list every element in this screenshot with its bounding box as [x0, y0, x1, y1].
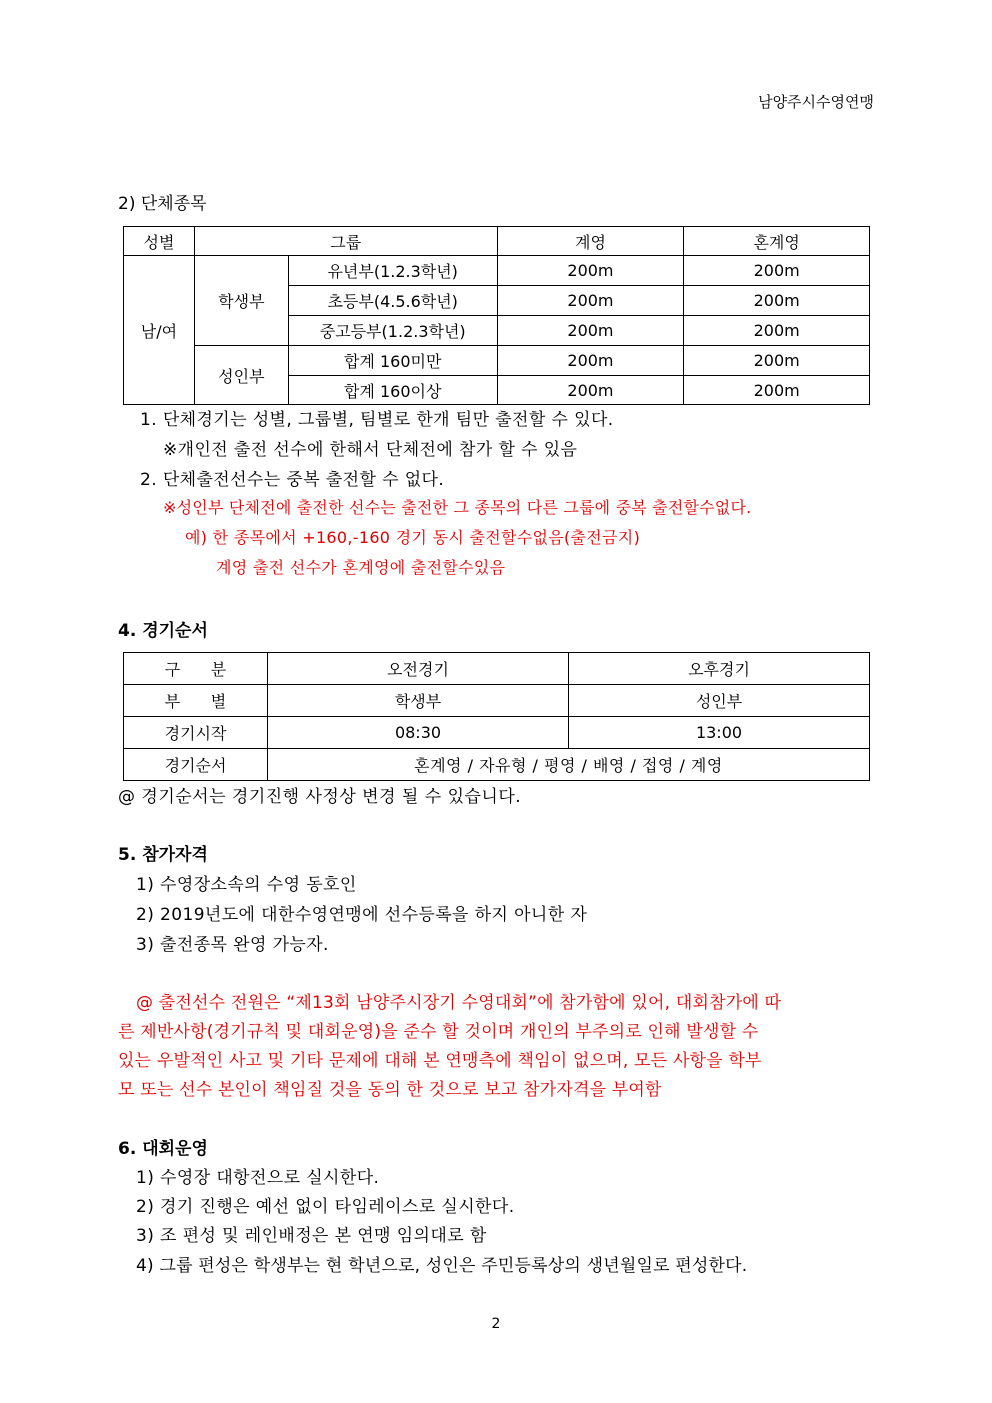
pm-division: 성인부 — [569, 685, 870, 717]
table-row — [124, 346, 870, 376]
team-red-note-1: ※성인부 단체전에 출전한 선수는 출전한 그 종목의 다른 그룹에 중복 출전할수없다. — [163, 498, 752, 517]
section5-title: 5. 참가자격 — [118, 845, 208, 865]
group-student-cell: 학생부 — [194, 256, 288, 346]
section6-title: 6. 대회운영 — [118, 1139, 208, 1159]
schedule-table — [123, 652, 870, 781]
team-note-3: 2. 단체출전선수는 중복 출전할 수 없다. — [140, 470, 445, 490]
medley-cell: 200m — [684, 346, 870, 376]
header-gender: 성별 — [124, 227, 195, 256]
medley-cell: 200m — [684, 256, 870, 286]
pm-start: 13:00 — [569, 717, 870, 749]
table-row — [124, 653, 870, 685]
medley-cell: 200m — [684, 376, 870, 405]
relay-cell: 200m — [497, 346, 684, 376]
col-label: 경기순서 — [124, 749, 268, 781]
section4-title: 4. 경기순서 — [118, 621, 208, 641]
relay-cell: 200m — [497, 286, 684, 316]
relay-cell: 200m — [497, 256, 684, 286]
table-row — [124, 717, 870, 749]
header-relay: 계영 — [497, 227, 684, 256]
notice-line: 모 또는 선수 본인이 책임질 것을 동의 한 것으로 보고 참가자격을 부여함 — [118, 1080, 662, 1100]
operation-item: 4) 그룹 편성은 학생부는 현 학년으로, 성인은 주민등록상의 생년월일로 편성한다. — [136, 1256, 748, 1276]
col-label: 부 별 — [124, 685, 268, 717]
team-events-table — [123, 226, 870, 405]
gender-cell: 남/여 — [124, 256, 195, 405]
operation-item: 3) 조 편성 및 레인배정은 본 연맹 임의대로 함 — [136, 1226, 487, 1246]
operation-item: 2) 경기 진행은 예선 없이 타임레이스로 실시한다. — [136, 1197, 515, 1217]
am-header: 오전경기 — [268, 653, 569, 685]
table-row — [124, 685, 870, 717]
subgroup-cell: 합계 160이상 — [288, 376, 497, 405]
table-header-row — [124, 227, 870, 256]
col-label: 경기시작 — [124, 717, 268, 749]
header-group: 그룹 — [194, 227, 497, 256]
am-division: 학생부 — [268, 685, 569, 717]
event-order: 혼계영 / 자유형 / 평영 / 배영 / 접영 / 계영 — [268, 749, 870, 781]
am-start: 08:30 — [268, 717, 569, 749]
qualification-item: 1) 수영장소속의 수영 동호인 — [136, 875, 357, 895]
col-label: 구 분 — [124, 653, 268, 685]
team-note-2: ※개인전 출전 선수에 한해서 단체전에 참가 할 수 있음 — [163, 440, 578, 460]
team-note-1: 1. 단체경기는 성별, 그룹별, 팀별로 한개 팀만 출전할 수 있다. — [140, 410, 614, 430]
table-row — [124, 256, 870, 286]
relay-cell: 200m — [497, 316, 684, 346]
subgroup-cell: 초등부(4.5.6학년) — [288, 286, 497, 316]
header-medley: 혼계영 — [684, 227, 870, 256]
group-adult-cell: 성인부 — [194, 346, 288, 405]
team-red-note-3: 계영 출전 선수가 혼계영에 출전할수있음 — [216, 558, 506, 577]
qualification-item: 2) 2019년도에 대한수영연맹에 선수등록을 하지 아니한 자 — [136, 905, 588, 925]
schedule-note: @ 경기순서는 경기진행 사정상 변경 될 수 있습니다. — [118, 787, 522, 807]
notice-line: 른 제반사항(경기규칙 및 대회운영)을 준수 할 것이며 개인의 부주의로 인해 발생할 수 — [118, 1022, 759, 1042]
notice-line: @ 출전선수 전원은 “제13회 남양주시장기 수영대회”에 참가함에 있어, 대회참가에 따 — [136, 993, 782, 1013]
subgroup-cell: 유년부(1.2.3학년) — [288, 256, 497, 286]
subgroup-cell: 합계 160미만 — [288, 346, 497, 376]
pm-header: 오후경기 — [569, 653, 870, 685]
notice-line: 있는 우발적인 사고 및 기타 문제에 대해 본 연맹측에 책임이 없으며, 모든 사항을 학부 — [118, 1051, 762, 1071]
page-number: 2 — [491, 1316, 501, 1332]
team-red-note-2: 예) 한 종목에서 +160,-160 경기 동시 출전할수없음(출전금지) — [185, 528, 641, 547]
medley-cell: 200m — [684, 316, 870, 346]
table-row — [124, 749, 870, 781]
header-org: 남양주시수영연맹 — [758, 93, 874, 111]
team-section-title: 2) 단체종목 — [118, 194, 207, 214]
operation-item: 1) 수영장 대항전으로 실시한다. — [136, 1168, 380, 1188]
relay-cell: 200m — [497, 376, 684, 405]
subgroup-cell: 중고등부(1.2.3학년) — [288, 316, 497, 346]
medley-cell: 200m — [684, 286, 870, 316]
qualification-item: 3) 출전종목 완영 가능자. — [136, 935, 329, 955]
